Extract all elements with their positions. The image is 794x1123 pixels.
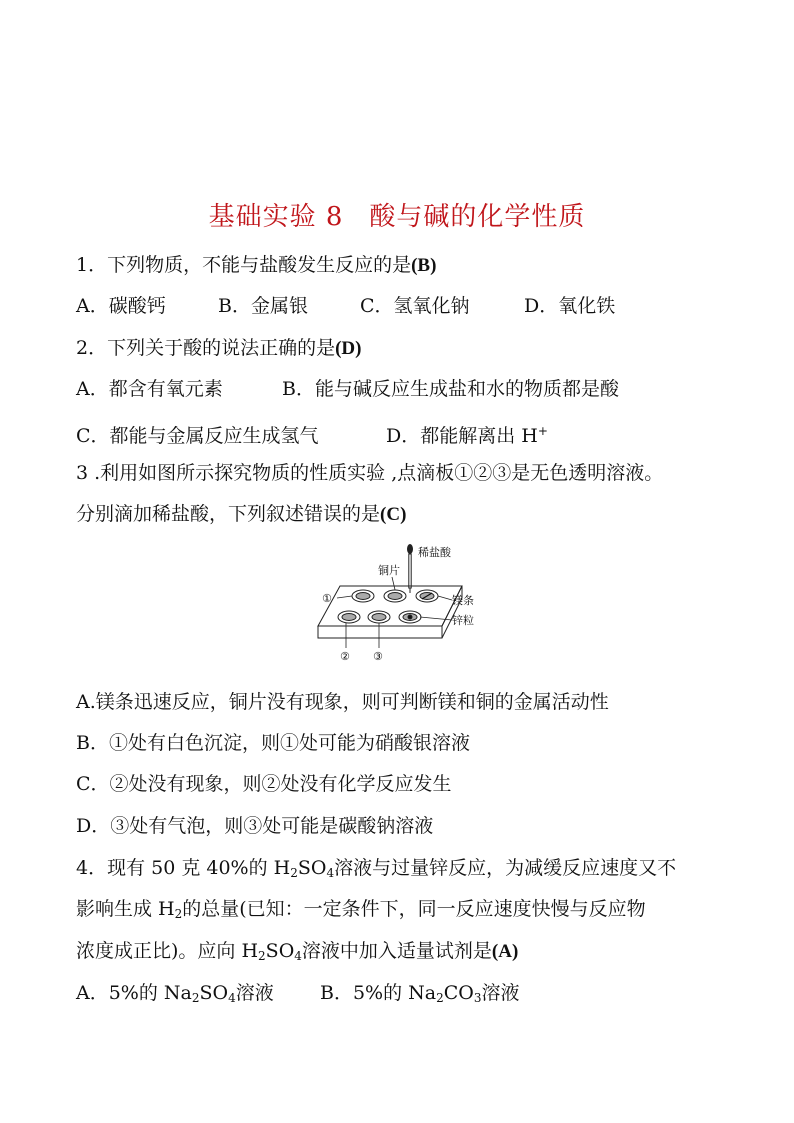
q2-option-a: A．都含有氧元素 [76, 378, 223, 400]
q2-stem: 2．下列关于酸的说法正确的是(D) [76, 337, 362, 359]
title-part1: 基础实验 8 [208, 202, 344, 232]
q2-option-c: C．都能与金属反应生成氢气 [76, 425, 319, 447]
q4-option-b: B．5%的 $Na_2CO_3$溶液 [320, 982, 520, 1005]
q1-option-b: B．金属银 [218, 295, 308, 317]
label-well3: ③ [373, 650, 383, 663]
q4-options [76, 981, 520, 1010]
q3-option-a: A.镁条迅速反应，铜片没有现象，则可判断镁和铜的金属活动性 [76, 691, 609, 713]
q3-option-c: C．②处没有现象，则②处没有化学反应发生 [76, 773, 452, 795]
q3-option-b: B．①处有白色沉淀，则①处可能为硝酸银溶液 [76, 732, 470, 754]
q1-option-c: C．氢氧化钠 [360, 295, 470, 317]
label-zinc: 锌粒 [452, 614, 474, 627]
q3-option-d: D．③处有气泡，则③处可能是碳酸钠溶液 [76, 815, 434, 837]
q4-stem-line2: 影响生成 $H_2$的总量(已知：一定条件下，同一反应速度快慢与反应物 [76, 898, 646, 921]
q1-option-d: D．氧化铁 [524, 295, 616, 317]
label-well1: ① [322, 592, 332, 605]
q4-option-a: A．5%的 $Na_2SO_4$溶液 [76, 982, 274, 1005]
q3-answer: (C) [380, 504, 407, 525]
q2-answer: (D) [335, 338, 362, 359]
label-well2: ② [340, 650, 350, 663]
q2-options-ab [76, 377, 619, 401]
q1-answer: (B) [411, 255, 437, 276]
q2-option-d: D．都能解离出 H+ [386, 424, 548, 447]
label-magnesium: 镁条 [452, 594, 474, 607]
q4-stem-line1: 4．现有 50 克 40%的 $H_2SO_4$溶液与过量锌反应，为减缓反应速度又不 [76, 857, 677, 880]
q1-stem: 1．下列物质，不能与盐酸发生反应的是(B) [76, 254, 437, 276]
q4-stem-line3: 浓度成正比)。应向 $H_2SO_4$溶液中加入适量试剂是(A) [76, 940, 519, 963]
q4-answer: (A) [491, 941, 519, 962]
q3-stem-line1: 3 .利用如图所示探究物质的性质实验 ,点滴板①②③是无色透明溶液。 [76, 462, 664, 484]
title-part2: 酸与碱的化学性质 [369, 202, 586, 232]
q1-option-a: A．碳酸钙 [76, 295, 166, 317]
q1-options [76, 294, 615, 318]
q2-option-b: B．能与碱反应生成盐和水的物质都是酸 [282, 378, 619, 400]
q2-options-cd [76, 419, 548, 448]
label-acid: 稀盐酸 [418, 546, 451, 559]
label-copper: 铜片 [378, 564, 400, 577]
wells [338, 590, 438, 623]
q3-stem-line2: 分别滴加稀盐酸，下列叙述错误的是(C) [76, 503, 407, 525]
page-title [0, 196, 794, 233]
spot-plate-figure [300, 538, 500, 668]
